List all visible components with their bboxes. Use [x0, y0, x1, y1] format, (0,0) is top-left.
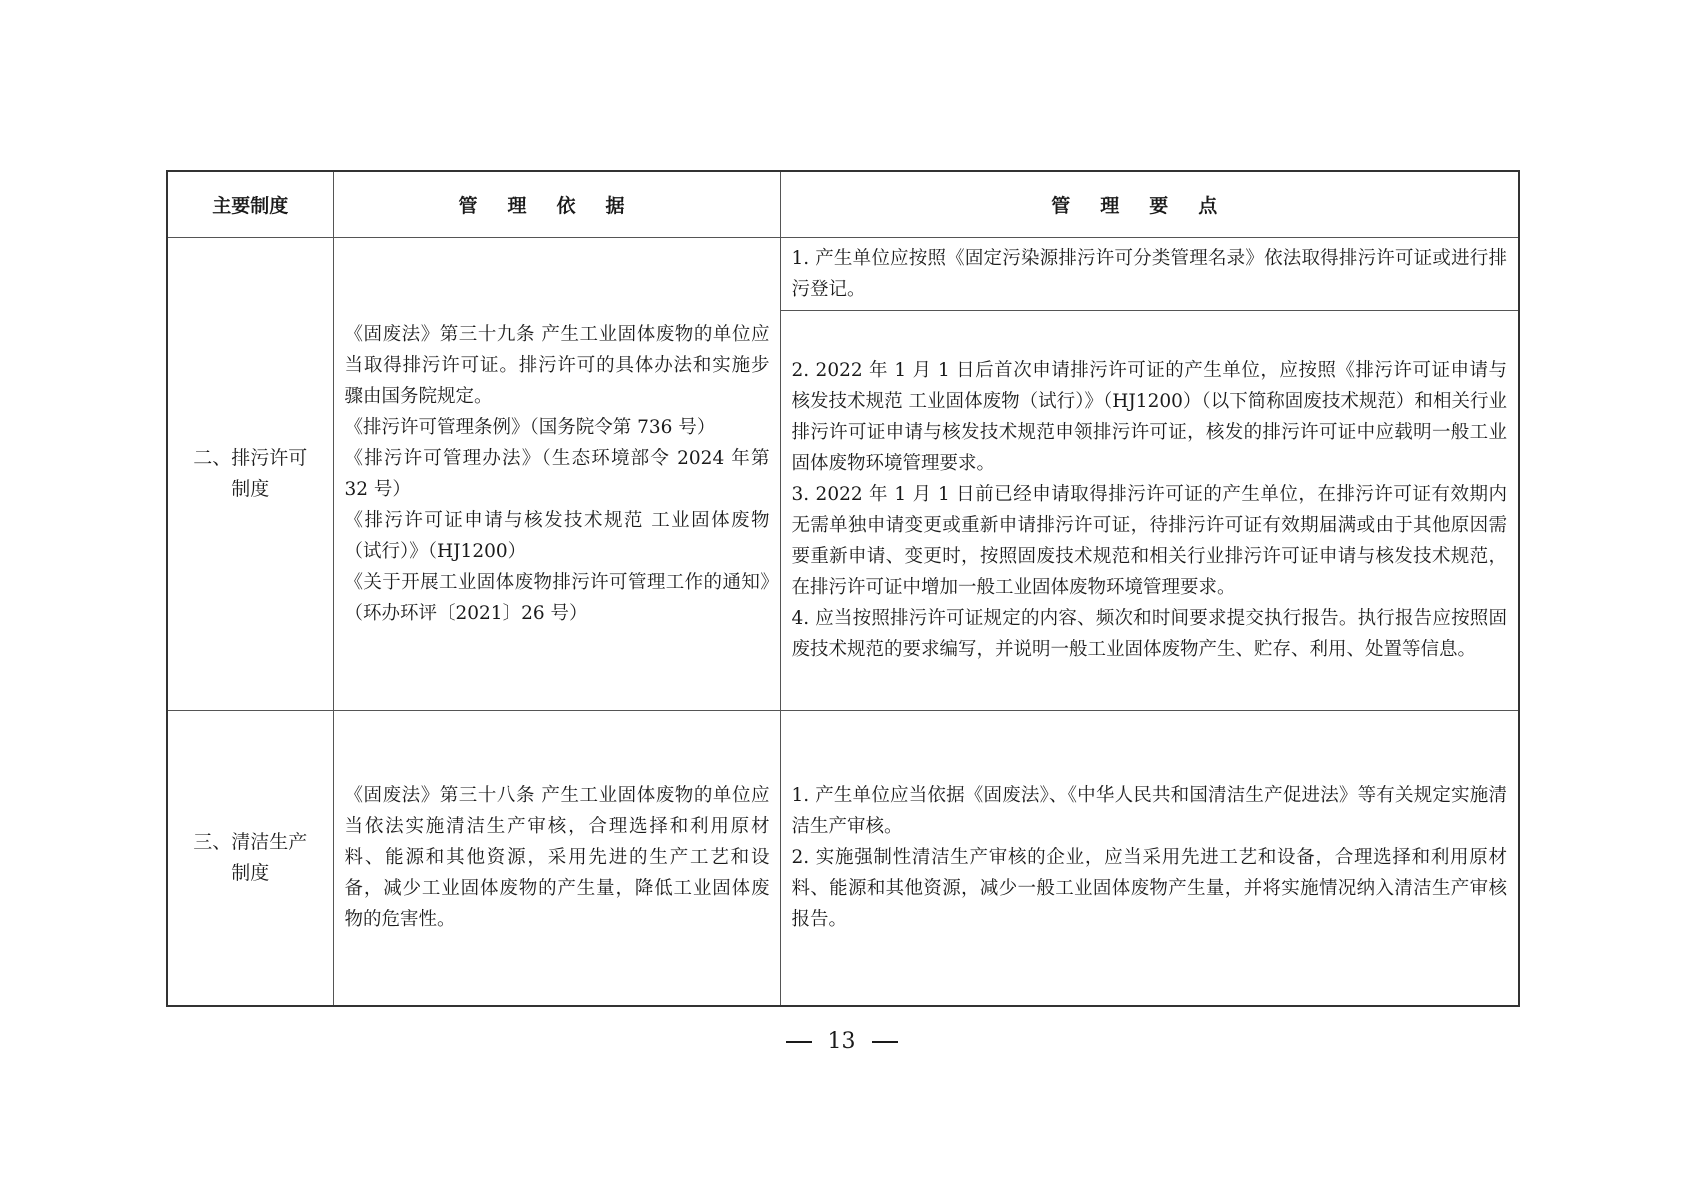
system-name-line2: 制度 — [231, 861, 270, 884]
point-item: 3. 2022 年 1 月 1 日前已经申请取得排污许可证的产生单位，在排污许可证有效期内无需单独申请变更或重新申请排污许可证，待排污许可证有效期届满或由于其他原因需要重新申请、变更时，按照固废技术规范和相关行业排污许可证申请与核发技术规范，在排污许可证中增加一般工业固体废物环境管理要求。 — [791, 484, 1507, 598]
basis-item: 《排污许可证申请与核发技术规范 工业固体废物（试行）》（HJ1200） — [344, 509, 770, 562]
header-system: 主要制度 — [167, 171, 333, 237]
basis-item: 《固废法》第三十九条 产生工业固体废物的单位应当取得排污许可证。排污许可的具体办法和实施步骤由国务院规定。 — [344, 323, 770, 407]
page-number — [0, 1029, 1683, 1054]
page-dash-left — [786, 1041, 812, 1043]
points-cell — [780, 237, 1519, 310]
system-cell — [167, 710, 333, 1006]
basis-item: 《关于开展工业固体废物排污许可管理工作的通知》（环办环评〔2021〕26 号） — [344, 571, 770, 624]
point-item: 2. 2022 年 1 月 1 日后首次申请排污许可证的产生单位，应按照《排污许可证申请与核发技术规范 工业固体废物（试行）》（HJ1200）（以下简称固废技术规范）和相关行业排污许可证申请与核发技术规范申领排污许可证，核发的排污许可证中应载明一般工业固体废物环境管理要求。 — [791, 360, 1507, 474]
system-name-line1: 三、清洁生产 — [193, 830, 308, 853]
point-item: 2. 实施强制性清洁生产审核的企业，应当采用先进工艺和设备，合理选择和利用原材料、能源和其他资源，减少一般工业固体废物产生量，并将实施情况纳入清洁生产审核报告。 — [791, 847, 1507, 931]
basis-cell — [333, 710, 780, 1006]
point-item: 1. 产生单位应当依据《固废法》、《中华人民共和国清洁生产促进法》等有关规定实施清洁生产审核。 — [791, 785, 1507, 838]
basis-item: 《排污许可管理办法》（生态环境部令 2024 年第 32 号） — [344, 447, 770, 500]
page-dash-right — [872, 1041, 898, 1043]
system-name-line1: 二、排污许可 — [193, 446, 308, 469]
table-row — [167, 710, 1519, 1006]
header-points: 管理要点 — [780, 171, 1519, 237]
points-cell — [780, 310, 1519, 710]
point-item: 4. 应当按照排污许可证规定的内容、频次和时间要求提交执行报告。执行报告应按照固废技术规范的要求编写，并说明一般工业固体废物产生、贮存、利用、处置等信息。 — [791, 608, 1507, 660]
point-item: 1. 产生单位应按照《固定污染源排污许可分类管理名录》依法取得排污许可证或进行排污登记。 — [791, 247, 1507, 300]
table-row — [167, 237, 1519, 310]
system-cell — [167, 237, 333, 710]
regulation-table — [166, 170, 1520, 1007]
points-cell — [780, 710, 1519, 1006]
basis-cell — [333, 237, 780, 710]
page-number-text: 13 — [827, 1029, 856, 1054]
basis-item: 《排污许可管理条例》（国务院令第 736 号） — [344, 416, 716, 438]
basis-item: 《固废法》第三十八条 产生工业固体废物的单位应当依法实施清洁生产审核，合理选择和利用原材料、能源和其他资源，采用先进的生产工艺和设备，减少工业固体废物的产生量，降低工业固体废物的危害性。 — [344, 785, 770, 931]
table-header-row — [167, 171, 1519, 237]
header-basis: 管理依据 — [333, 171, 780, 237]
system-name-line2: 制度 — [231, 477, 270, 500]
